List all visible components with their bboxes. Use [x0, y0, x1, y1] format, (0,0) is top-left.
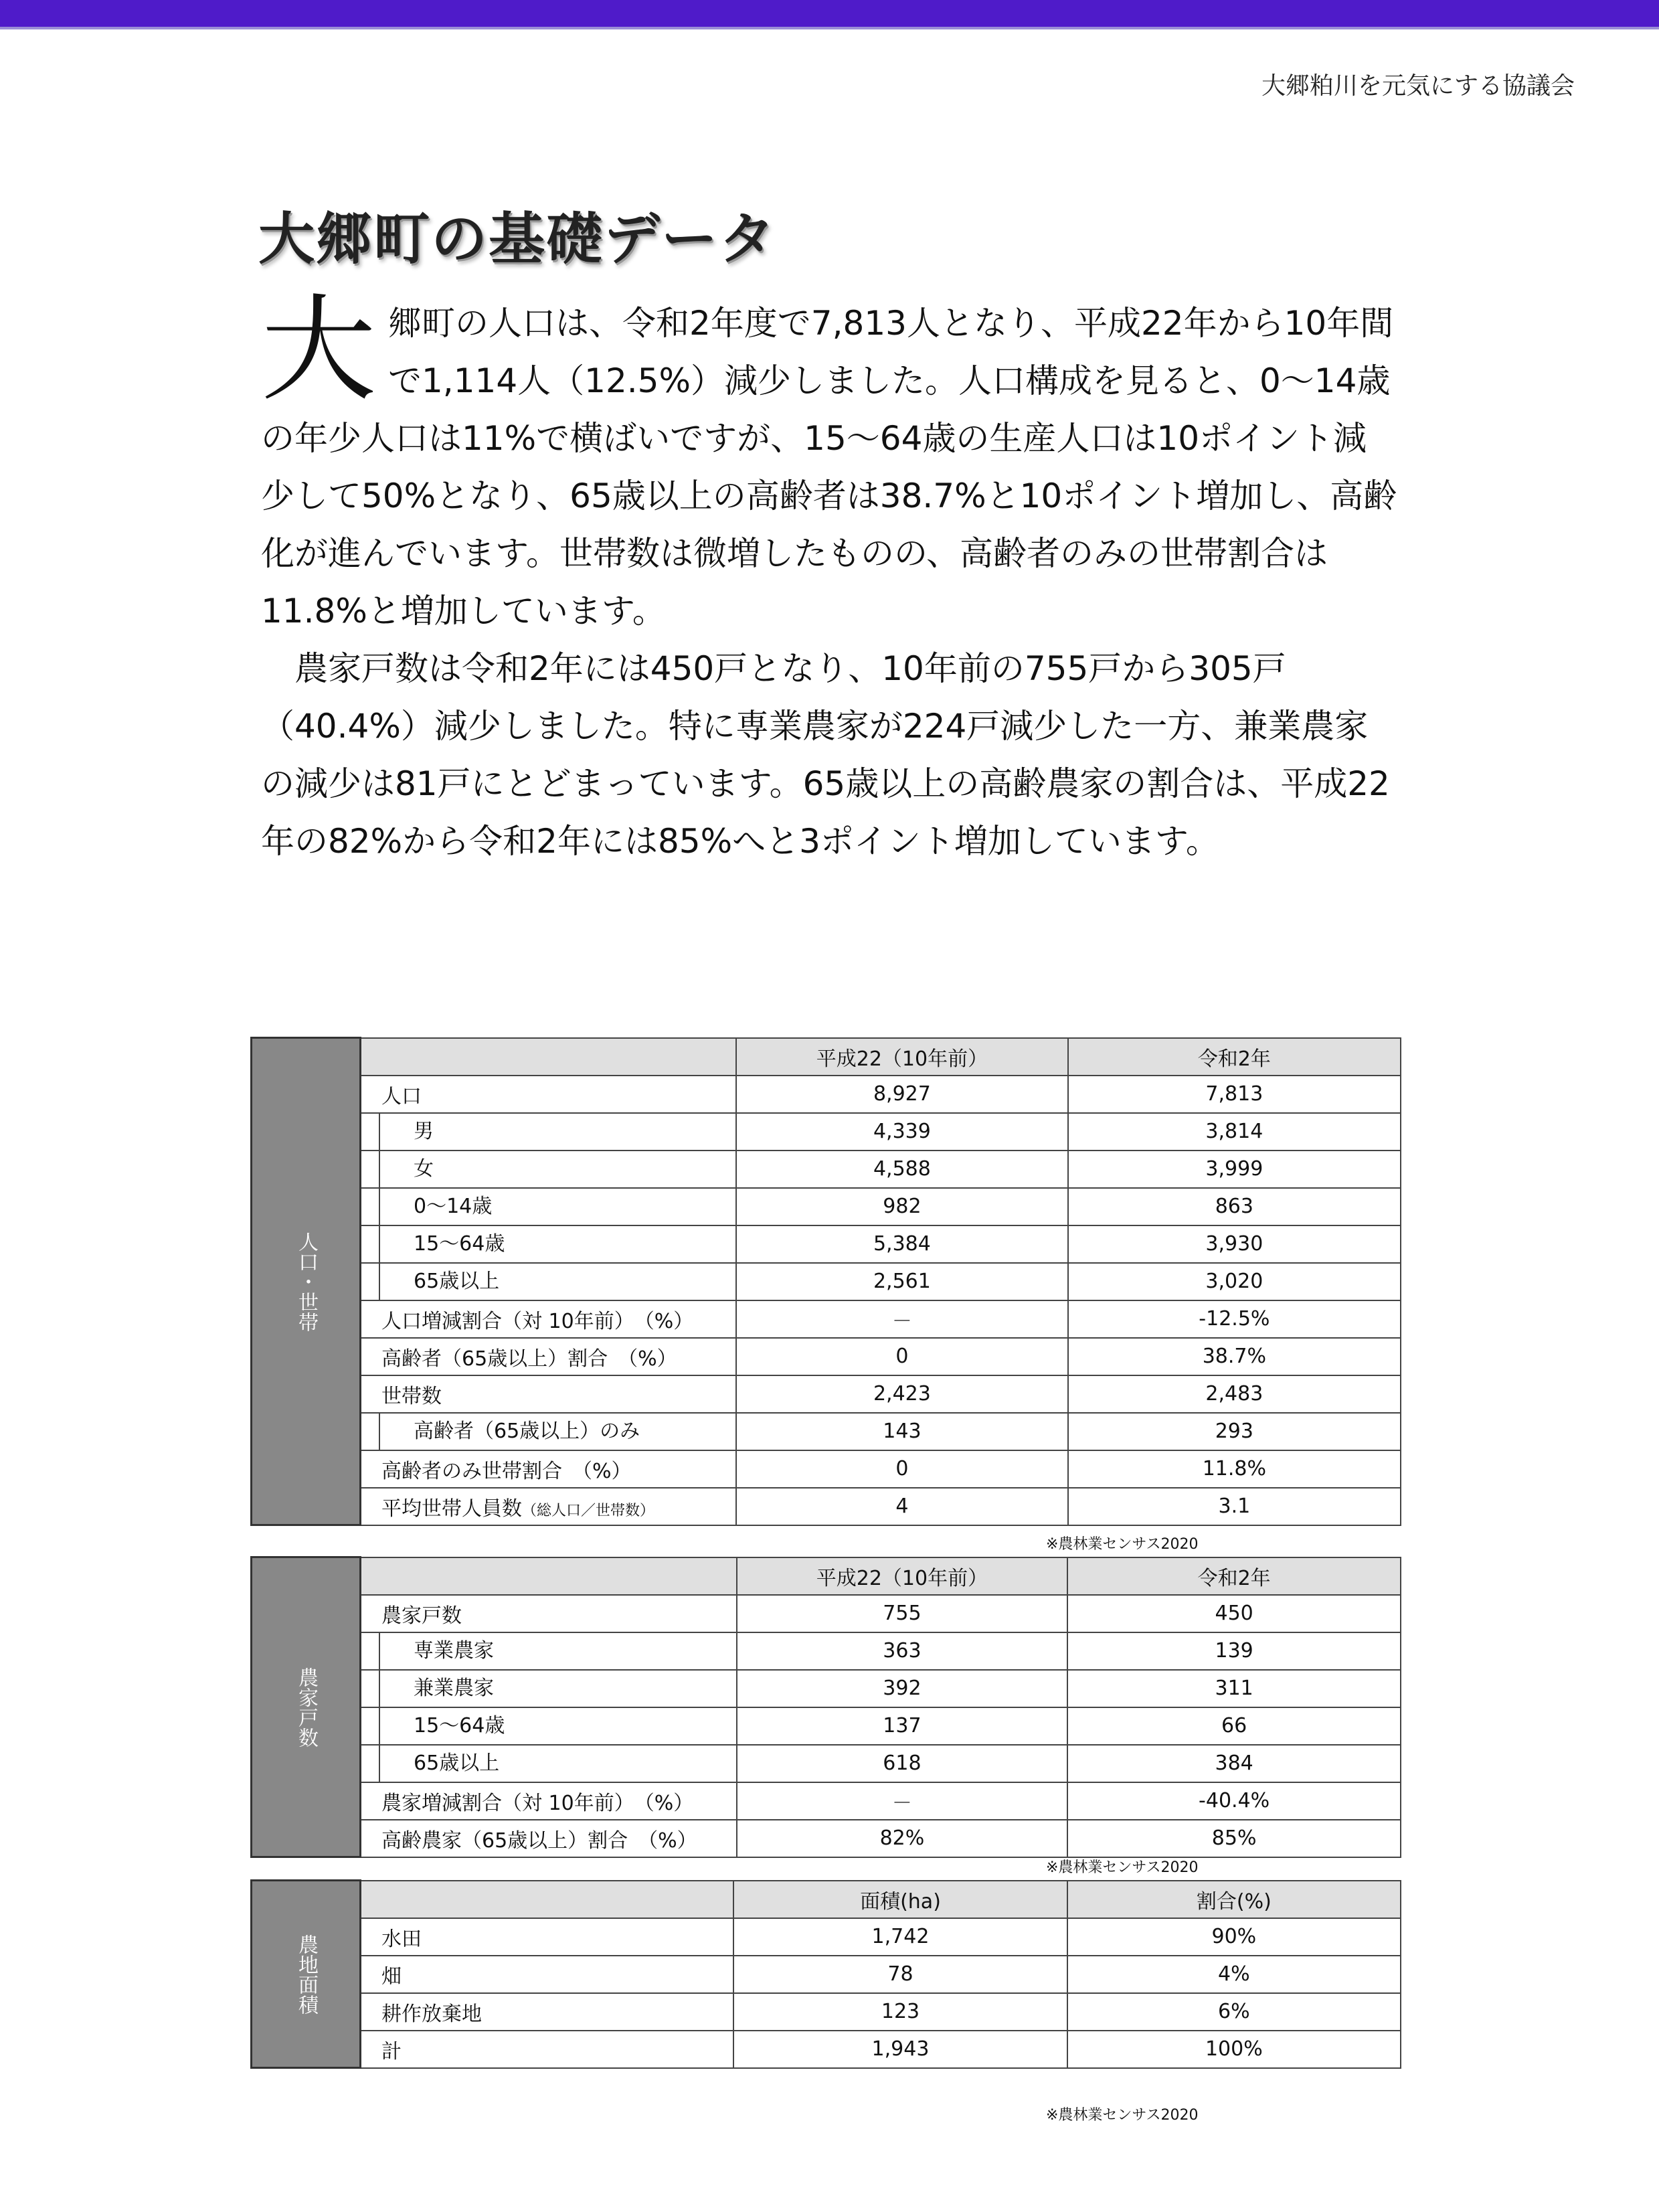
row-label-cell [361, 1632, 737, 1670]
row-label: 高齢農家（65歳以上）割合 （%） [381, 1828, 697, 1853]
header-blank-cell [361, 1557, 737, 1595]
column-header: 平成22（10年前） [736, 1038, 1068, 1076]
table-row [252, 1595, 1401, 1632]
column-header: 面積(ha) [733, 1881, 1067, 1918]
intro-text [261, 282, 1399, 870]
value-cell-col2: 3,814 [1068, 1113, 1401, 1151]
value-cell-col1: 4,588 [736, 1151, 1068, 1188]
population-household-table [250, 1037, 1401, 1526]
table-row [252, 1113, 1401, 1151]
value-cell-col2: 3,999 [1068, 1151, 1401, 1188]
row-label: 65歳以上 [379, 1746, 499, 1782]
row-label-cell [361, 1113, 737, 1151]
table-row [252, 1375, 1401, 1413]
table-header-row [252, 1038, 1401, 1076]
intro-paragraph-1: 郷町の人口は、令和2年度で7,813人となり、平成22年から10年間で1,114人（12.5%）減少しました。人口構成を見ると、0〜14歳の年少人口は11%で横ばいですが、15〜64歳の生産人口は10ポイント減少して50%となり、65歳以上の高齢者は38.7%と10ポイント増加し、高齢化が進んでいます。世帯数は微増したものの、高齢者のみの世帯割合は11.8%と増加しています。 [261, 304, 1397, 630]
row-label-cell [361, 1151, 737, 1188]
table-row [252, 1918, 1401, 1956]
row-label-cell [361, 1918, 734, 1956]
value-cell-col1: 363 [737, 1632, 1068, 1670]
value-cell-col2: 11.8% [1068, 1450, 1401, 1488]
table-row [252, 1707, 1401, 1745]
row-label-cell [361, 1782, 737, 1820]
row-label-cell [361, 1670, 737, 1707]
table-row [252, 1956, 1401, 1993]
value-cell-col1: 143 [736, 1413, 1068, 1450]
row-label: 15〜64歳 [379, 1708, 505, 1744]
header-blank-cell [361, 1038, 737, 1076]
value-cell-col1: 137 [737, 1707, 1068, 1745]
value-cell-col1: 2,561 [736, 1263, 1068, 1300]
value-cell-col2: 384 [1067, 1745, 1401, 1782]
row-label: 専業農家 [379, 1633, 494, 1669]
page-title: 大郷町の基礎データ [258, 206, 777, 272]
row-label: 計 [381, 2039, 402, 2063]
table3-source-note: ※農林業センサス2020 [1046, 2107, 1199, 2124]
value-cell-col2: 3,020 [1068, 1263, 1401, 1300]
farmland-area-table [250, 1879, 1401, 2069]
title-block [258, 194, 776, 275]
row-label: 兼業農家 [379, 1671, 494, 1707]
drop-cap: 大 [261, 282, 376, 417]
header-blank-cell [361, 1881, 734, 1918]
value-cell-col2: 139 [1067, 1632, 1401, 1670]
value-cell-col1: 2,423 [736, 1375, 1068, 1413]
row-label: 15〜64歳 [379, 1226, 505, 1262]
value-cell-col2: -12.5% [1068, 1300, 1401, 1338]
table-row [252, 1488, 1401, 1525]
value-cell-col1: 1,943 [733, 2031, 1067, 2068]
row-label-cell [361, 1450, 737, 1488]
row-label-note: （総人口／世帯数） [522, 1502, 655, 1519]
value-cell-col1: 5,384 [736, 1225, 1068, 1263]
table2-source-note: ※農林業センサス2020 [1046, 1859, 1199, 1876]
table-row [252, 1300, 1401, 1338]
row-label-cell [361, 1188, 737, 1225]
value-cell-col2: 311 [1067, 1670, 1401, 1707]
row-label: 水田 [381, 1927, 422, 1951]
row-label-cell [361, 2031, 734, 2068]
table-row [252, 1745, 1401, 1782]
row-label: 高齢者（65歳以上）割合 （%） [381, 1347, 677, 1371]
table-row [252, 1670, 1401, 1707]
table-row [252, 1632, 1401, 1670]
top-accent-line [0, 27, 1659, 29]
table-header-row [252, 1881, 1401, 1918]
row-label-cell [361, 1993, 734, 2031]
row-label-cell [361, 1956, 734, 1993]
row-label: 高齢者のみ世帯割合 （%） [381, 1459, 632, 1483]
top-accent-bar [0, 0, 1659, 27]
value-cell-col1: 123 [733, 1993, 1067, 2031]
table-row [252, 1225, 1401, 1263]
value-cell-col2: 3,930 [1068, 1225, 1401, 1263]
row-label-cell [361, 1488, 737, 1525]
row-label-cell [361, 1707, 737, 1745]
table-row [252, 1076, 1401, 1113]
row-label: 人口増減割合（対 10年前） （%） [381, 1309, 694, 1333]
row-label: 農家増減割合（対 10年前） （%） [381, 1791, 694, 1815]
row-label: 畑 [381, 1964, 402, 1988]
table-row [252, 1263, 1401, 1300]
table-row [252, 1820, 1401, 1857]
row-label-cell [361, 1338, 737, 1375]
value-cell-col2: 4% [1067, 1956, 1401, 1993]
row-label: 世帯数 [381, 1384, 442, 1408]
value-cell-col1: 392 [737, 1670, 1068, 1707]
value-cell-col2: 3.1 [1068, 1488, 1401, 1525]
value-cell-col2: 90% [1067, 1918, 1401, 1956]
value-cell-col2: 100% [1067, 2031, 1401, 2068]
value-cell-col2: 85% [1067, 1820, 1401, 1857]
row-label-cell [361, 1076, 737, 1113]
row-label: 平均世帯人員数 [381, 1497, 522, 1521]
value-cell-col1: 982 [736, 1188, 1068, 1225]
row-label: 女 [379, 1151, 434, 1187]
category-label: 農家戸数 [252, 1557, 361, 1857]
table-header-row [252, 1557, 1401, 1595]
row-label-cell [361, 1820, 737, 1857]
table1-source-note: ※農林業センサス2020 [1046, 1536, 1199, 1553]
table-row [252, 1782, 1401, 1820]
value-cell-col2: 2,483 [1068, 1375, 1401, 1413]
column-header: 平成22（10年前） [737, 1557, 1068, 1595]
value-cell-col1: 4,339 [736, 1113, 1068, 1151]
table-row [252, 1338, 1401, 1375]
column-header: 割合(%) [1067, 1881, 1401, 1918]
table-row [252, 1188, 1401, 1225]
row-label-cell [361, 1263, 737, 1300]
value-cell-col2: 863 [1068, 1188, 1401, 1225]
farm-households-table [250, 1556, 1401, 1858]
value-cell-col1: 0 [736, 1338, 1068, 1375]
value-cell-col1: － [737, 1782, 1068, 1820]
value-cell-col2: 6% [1067, 1993, 1401, 2031]
column-header: 令和2年 [1068, 1038, 1401, 1076]
organization-name: 大郷粕川を元気にする協議会 [1261, 72, 1575, 100]
row-label: 農家戸数 [381, 1604, 462, 1628]
value-cell-col1: － [736, 1300, 1068, 1338]
row-label-cell [361, 1413, 737, 1450]
row-label: 男 [379, 1114, 434, 1150]
value-cell-col1: 755 [737, 1595, 1068, 1632]
value-cell-col1: 618 [737, 1745, 1068, 1782]
intro-paragraph-2: 農家戸数は令和2年には450戸となり、10年前の755戸から305戸（40.4%）減少しました。特に専業農家が224戸減少した一方、兼業農家の減少は81戸にとどまっています。65歳以上の高齢農家の割合は、平成22年の82%から令和2年には85%へと3ポイント増加しています。 [261, 649, 1390, 861]
table-row [252, 1993, 1401, 2031]
value-cell-col1: 4 [736, 1488, 1068, 1525]
table-row [252, 1151, 1401, 1188]
value-cell-col1: 1,742 [733, 1918, 1067, 1956]
row-label: 耕作放棄地 [381, 2002, 482, 2026]
value-cell-col1: 82% [737, 1820, 1068, 1857]
category-label: 農地面積 [252, 1881, 361, 2068]
row-label-cell [361, 1225, 737, 1263]
row-label-cell [361, 1300, 737, 1338]
table-row [252, 1450, 1401, 1488]
value-cell-col2: 450 [1067, 1595, 1401, 1632]
value-cell-col1: 0 [736, 1450, 1068, 1488]
value-cell-col2: 38.7% [1068, 1338, 1401, 1375]
row-label: 65歳以上 [379, 1264, 499, 1300]
row-label: 0〜14歳 [379, 1189, 492, 1225]
row-label-cell [361, 1375, 737, 1413]
value-cell-col2: -40.4% [1067, 1782, 1401, 1820]
row-label-cell [361, 1745, 737, 1782]
column-header: 令和2年 [1067, 1557, 1401, 1595]
value-cell-col1: 78 [733, 1956, 1067, 1993]
value-cell-col2: 66 [1067, 1707, 1401, 1745]
value-cell-col1: 8,927 [736, 1076, 1068, 1113]
value-cell-col2: 293 [1068, 1413, 1401, 1450]
row-label-cell [361, 1595, 737, 1632]
row-label: 高齢者（65歳以上）のみ [379, 1414, 640, 1450]
table-row [252, 1413, 1401, 1450]
table-row [252, 2031, 1401, 2068]
row-label: 人口 [381, 1084, 422, 1108]
value-cell-col2: 7,813 [1068, 1076, 1401, 1113]
category-label: 人口・世帯 [252, 1038, 361, 1525]
